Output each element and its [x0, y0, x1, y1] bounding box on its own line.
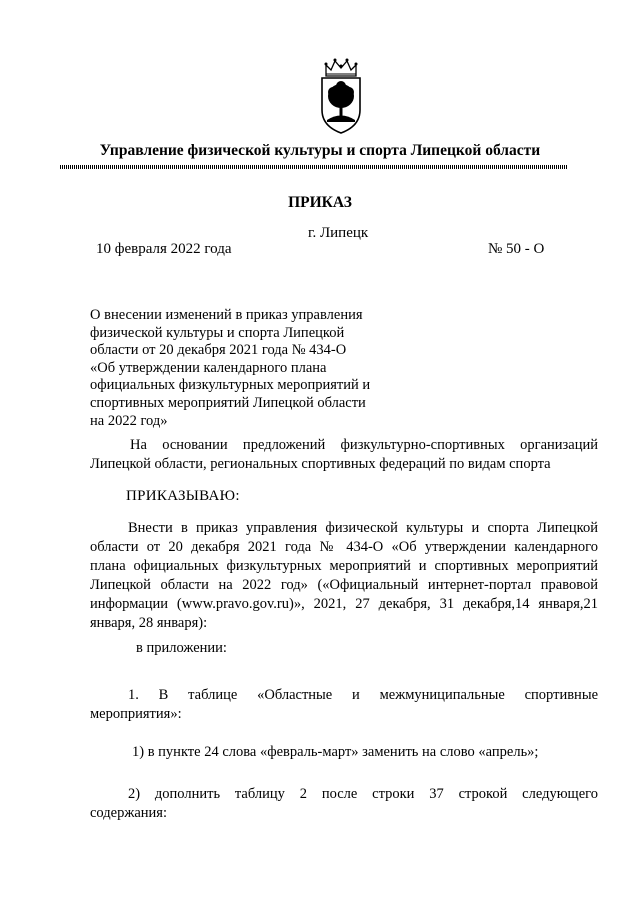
paragraph-line: содержания:	[90, 805, 168, 821]
subject-line: О внесении изменений в приказ управления	[90, 307, 363, 323]
subject-line: официальных физкультурных мероприятий и	[90, 377, 371, 394]
coat-of-arms-emblem	[318, 56, 364, 136]
paragraph-line: Липецкой области, региональных спортивных федераций по видам спорта	[90, 456, 551, 472]
basis-paragraph	[90, 436, 598, 474]
subject-line: спортивных мероприятий Липецкой области	[90, 394, 366, 411]
subject-line: на 2022 год»	[90, 412, 168, 429]
paragraph-line: плана официальных физкультурных мероприятий и спортивных мероприятий	[90, 558, 598, 574]
annex-intro: в приложении:	[136, 640, 227, 656]
subject-line: области от 20 декабря 2021 года № 434-О	[90, 342, 347, 359]
item-1-subitem-1: 1) в пункте 24 слова «февраль-март» заменить на слово «апрель»;	[132, 744, 539, 760]
document-title: ПРИКАЗ	[288, 194, 352, 211]
paragraph-line: 1. В таблице «Областные и межмуниципальные спортивные	[128, 687, 598, 703]
amendment-paragraph	[90, 519, 598, 633]
order-directive: ПРИКАЗЫВАЮ:	[126, 488, 240, 504]
paragraph-line: Липецкой области на 2022 год» («Официальный интернет-портал правовой	[90, 577, 598, 593]
document-date: 10 февраля 2022 года	[96, 241, 232, 257]
subject-line: «Об утверждении календарного плана	[90, 359, 327, 376]
subject-line: физической культуры и спорта Липецкой	[90, 324, 345, 341]
order-subject	[90, 307, 400, 430]
paragraph-line: области от 20 декабря 2021 года № 434-О «Об утверждении календарного	[90, 539, 598, 555]
document-city: г. Липецк	[308, 225, 369, 241]
document-number: № 50 - О	[488, 241, 545, 257]
paragraph-line: Внести в приказ управления физической культуры и спорта Липецкой	[128, 520, 598, 536]
paragraph-line: мероприятия»:	[90, 706, 182, 722]
paragraph-line: На основании предложений физкультурно-спортивных организаций	[130, 437, 598, 453]
item-1-paragraph	[90, 686, 598, 724]
paragraph-line: информации (www.pravo.gov.ru)», 2021, 27 декабря, 31 декабря,14 января,21	[90, 596, 598, 612]
header-divider	[60, 165, 568, 169]
paragraph-line: января, 28 января):	[90, 615, 208, 631]
item-1-subitem-2	[90, 785, 598, 823]
organization-name: Управление физической культуры и спорта Липецкой области	[99, 142, 541, 159]
paragraph-line: 2) дополнить таблицу 2 после строки 37 строкой следующего	[128, 786, 598, 802]
